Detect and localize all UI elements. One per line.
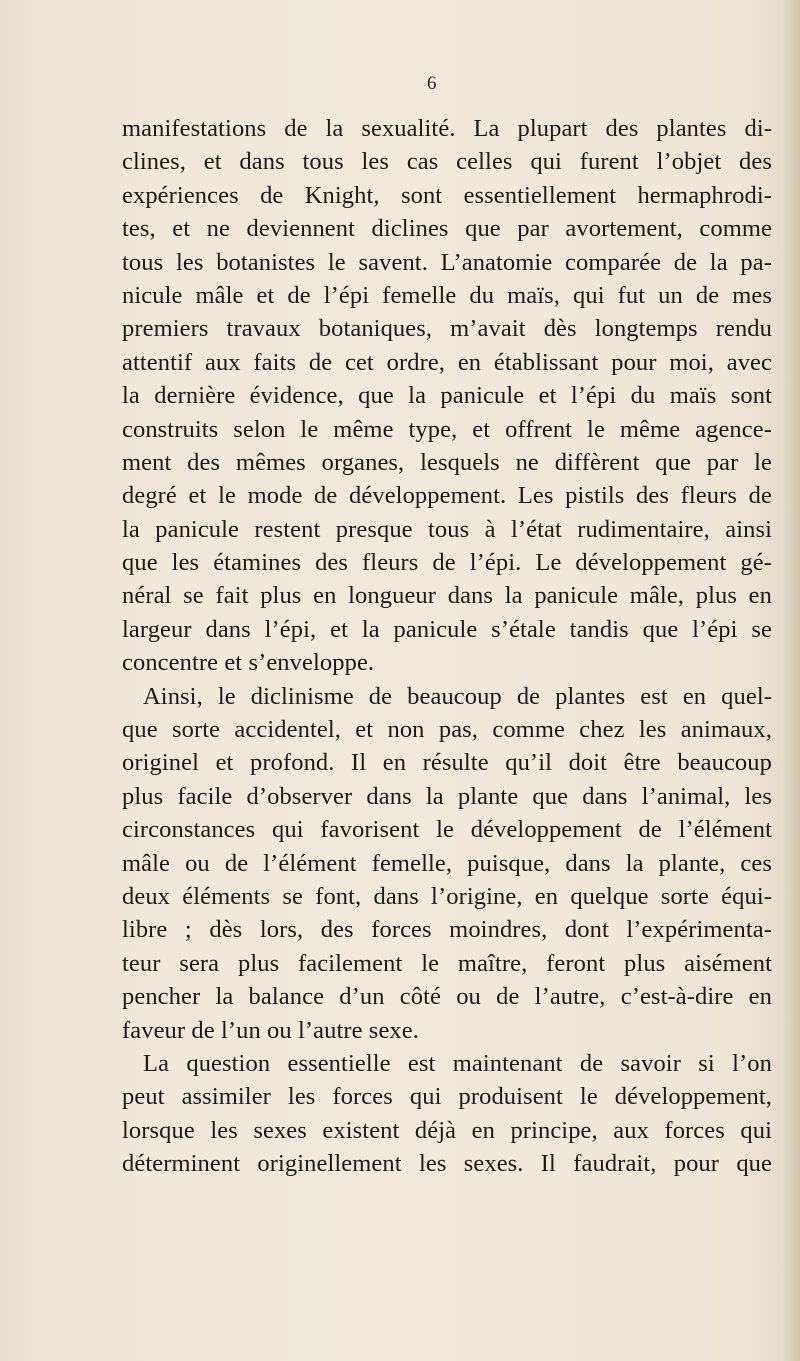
text-line: nicule mâle et de l’épi femelle du maïs, qui fut un de mes	[122, 281, 772, 309]
text-line: originel et profond. Il en résulte qu’il doit être beaucoup	[122, 749, 772, 777]
text-line: mâle ou de l’élément femelle, puisque, dans la plante, ces	[122, 849, 772, 877]
text-line: que sorte accidentel, et non pas, comme chez les animaux,	[122, 716, 772, 744]
text-line: largeur dans l’épi, et la panicule s’étale tandis que l’épi se	[122, 615, 772, 643]
text-line: concentre et s’enveloppe.	[122, 649, 375, 677]
text-line: clines, et dans tous les cas celles qui furent l’objet des	[122, 148, 772, 176]
text-line: la panicule restent presque tous à l’état rudimentaire, ainsi	[122, 515, 772, 543]
text-line: tes, et ne deviennent diclines que par avortement, comme	[122, 215, 772, 243]
text-line: que les étamines des fleurs de l’épi. Le développement gé-	[122, 549, 772, 577]
text-line: plus facile d’observer dans la plante que dans l’animal, les	[122, 782, 772, 810]
text-line: deux éléments se font, dans l’origine, en quelque sorte équi-	[122, 882, 772, 910]
body-text	[122, 112, 772, 1181]
text-line: expériences de Knight, sont essentiellement hermaphrodi-	[122, 181, 772, 209]
text-line: premiers travaux botaniques, m’avait dès longtemps rendu	[122, 315, 772, 343]
text-line: lorsque les sexes existent déjà en principe, aux forces qui	[122, 1116, 772, 1144]
page-edge-shadow	[782, 0, 800, 1361]
text-line: la dernière évidence, que la panicule et l’épi du maïs sont	[122, 382, 772, 410]
page-number: 6	[427, 73, 437, 94]
text-line: ment des mêmes organes, lesquels ne diffèrent que par le	[122, 448, 772, 476]
text-line: La question essentielle est maintenant de savoir si l’on	[143, 1049, 772, 1077]
text-line: circonstances qui favorisent le développement de l’élément	[122, 816, 772, 844]
text-line: attentif aux faits de cet ordre, en établissant pour moi, avec	[122, 348, 772, 376]
text-line: peut assimiler les forces qui produisent le développement,	[122, 1083, 772, 1111]
text-line: néral se fait plus en longueur dans la panicule mâle, plus en	[122, 582, 772, 610]
paragraph-p2	[122, 680, 772, 1047]
text-line: tous les botanistes le savent. L’anatomie comparée de la pa-	[122, 248, 772, 276]
paragraph-p3	[122, 1047, 772, 1181]
text-line: construits selon le même type, et offrent le même agence-	[122, 415, 772, 443]
text-line: pencher la balance d’un côté ou de l’autre, c’est-à-dire en	[122, 983, 772, 1011]
text-line: Ainsi, le diclinisme de beaucoup de plantes est en quel-	[143, 682, 772, 710]
text-line: degré et le mode de développement. Les pistils des fleurs de	[122, 482, 772, 510]
text-line: libre ; dès lors, des forces moindres, dont l’expérimenta-	[122, 916, 772, 944]
text-line: teur sera plus facilement le maître, feront plus aisément	[122, 949, 772, 977]
text-line: faveur de l’un ou l’autre sexe.	[122, 1016, 419, 1044]
text-line: déterminent originellement les sexes. Il faudrait, pour que	[122, 1150, 772, 1178]
paragraph-p1	[122, 112, 772, 680]
text-line: manifestations de la sexualité. La plupart des plantes di-	[122, 115, 772, 142]
